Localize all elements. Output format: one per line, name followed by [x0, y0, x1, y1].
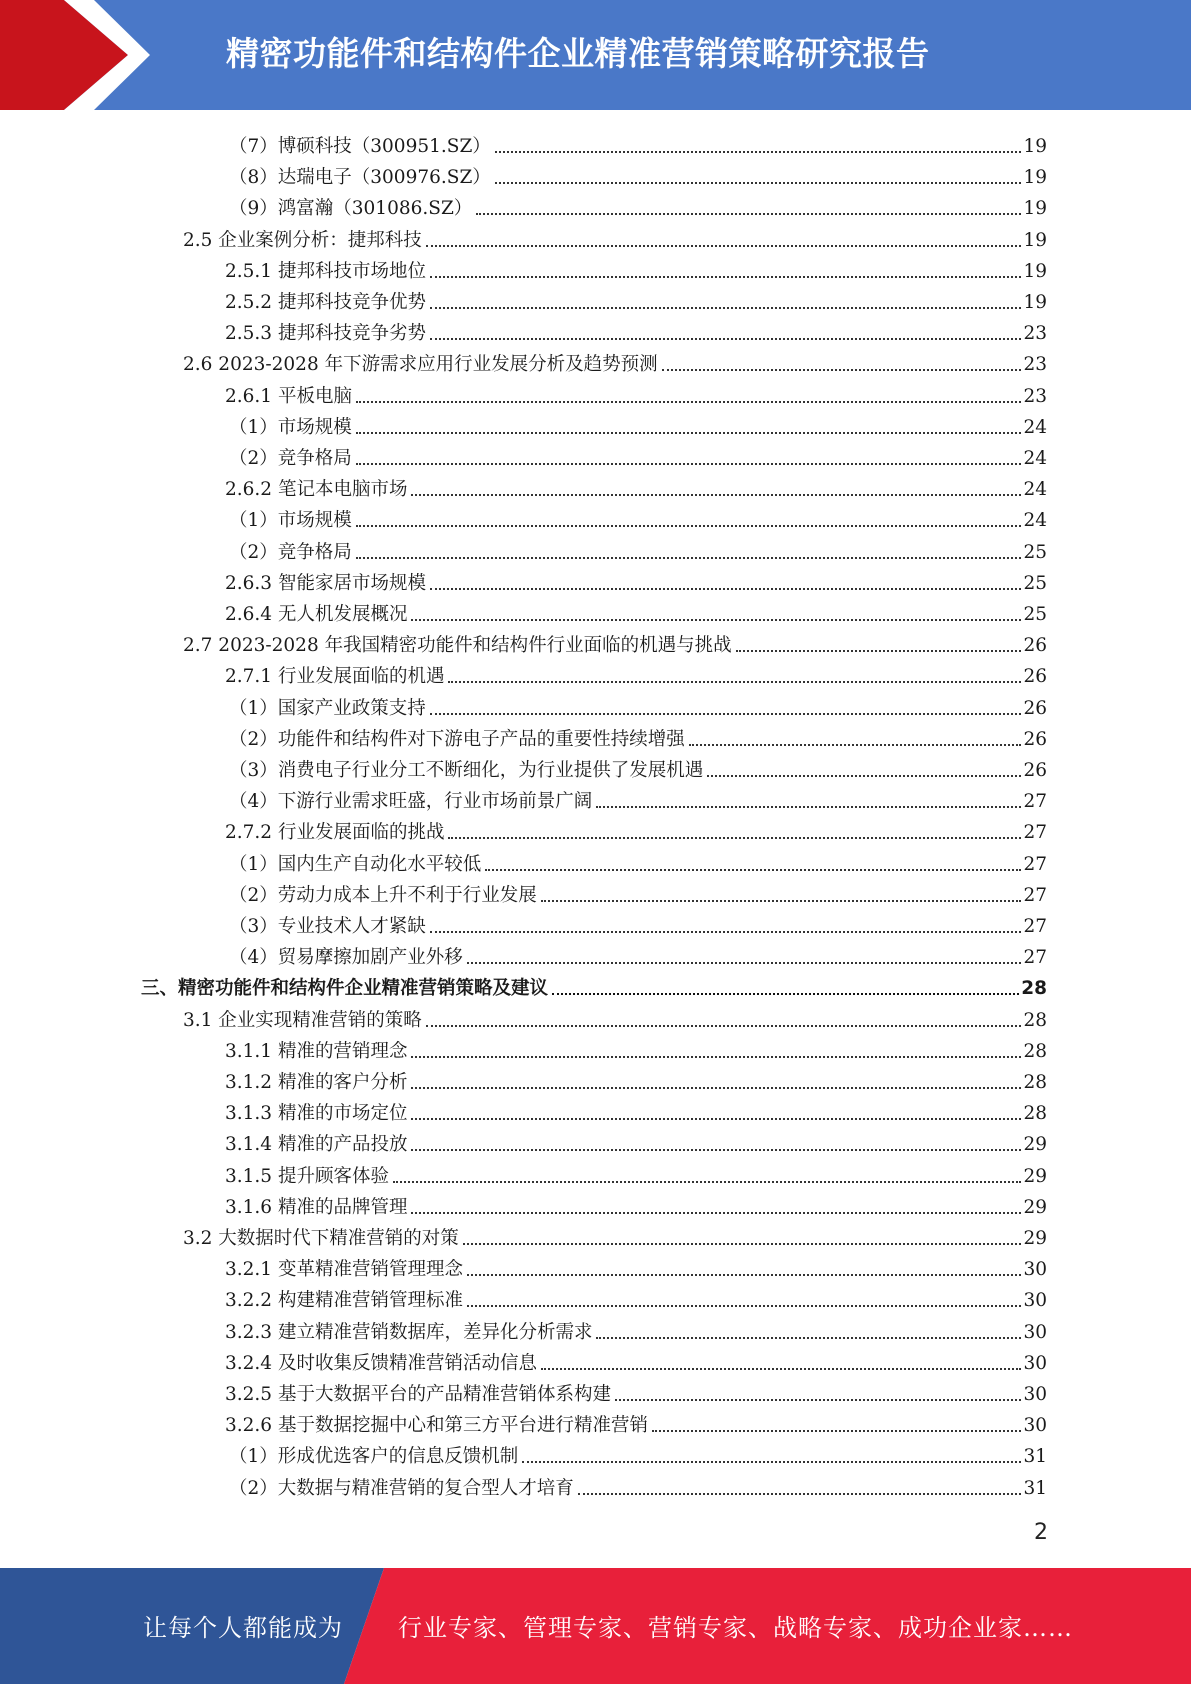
footer-slogan-right: 行业专家、管理专家、营销专家、战略专家、成功企业家……	[398, 1614, 1073, 1642]
toc-leader-dots	[541, 900, 1022, 902]
toc-entry[interactable]	[183, 1002, 1047, 1033]
toc-entry[interactable]	[183, 222, 1047, 253]
toc-leader-dots	[476, 213, 1021, 215]
toc-entry-page: 28	[1023, 1040, 1047, 1062]
toc-entry-label: 2.6.4 无人机发展概况	[225, 604, 408, 625]
toc-leader-dots	[467, 1274, 1021, 1276]
toc-entry-label: （2）功能件和结构件对下游电子产品的重要性持续增强	[229, 728, 685, 750]
toc-entry-label: （2）竞争格局	[229, 541, 352, 563]
toc-leader-dots	[411, 619, 1021, 621]
toc-entry-label: 3.1.5 提升顾客体验	[225, 1165, 389, 1187]
toc-entry-label: 3.1.6 精准的品牌管理	[225, 1196, 408, 1218]
toc-leader-dots	[356, 463, 1022, 465]
toc-entry[interactable]	[225, 1251, 1047, 1282]
toc-entry-page: 25	[1023, 572, 1047, 594]
toc-entry[interactable]	[183, 627, 1047, 658]
toc-leader-dots	[411, 1212, 1021, 1214]
toc-leader-dots	[430, 338, 1021, 340]
toc-entry[interactable]	[225, 1189, 1047, 1220]
toc-entry-label: 2.6.3 智能家居市场规模	[225, 572, 426, 594]
report-title: 精密功能件和结构件企业精准营销策略研究报告	[226, 34, 930, 73]
toc-entry-label: （3）专业技术人才紧缺	[229, 916, 426, 937]
toc-entry-label: 3.2.1 变革精准营销管理理念	[225, 1259, 463, 1281]
toc-entry-page: 24	[1023, 510, 1047, 532]
toc-entry[interactable]	[225, 814, 1047, 845]
toc-entry[interactable]	[229, 1470, 1047, 1501]
toc-leader-dots	[393, 1181, 1021, 1183]
toc-entry-label: 3.1.3 精准的市场定位	[225, 1103, 408, 1125]
toc-entry-page: 19	[1023, 292, 1047, 313]
toc-entry-label: 2.6.2 笔记本电脑市场	[225, 479, 408, 501]
toc-entry-page: 19	[1023, 260, 1047, 282]
toc-entry-page: 30	[1023, 1321, 1047, 1343]
toc-entry[interactable]	[141, 970, 1047, 1001]
toc-entry-page: 31	[1023, 1446, 1047, 1468]
toc-entry-page: 23	[1023, 323, 1047, 345]
toc-entry-label: 3.2.4 及时收集反馈精准营销活动信息	[225, 1352, 537, 1374]
toc-entry[interactable]	[229, 721, 1047, 752]
toc-entry-label: 2.5.1 捷邦科技市场地位	[225, 260, 426, 282]
toc-leader-dots	[662, 369, 1022, 371]
toc-entry-label: （8）达瑞电子（300976.SZ）	[229, 167, 491, 189]
toc-entry-page: 30	[1023, 1384, 1047, 1405]
toc-leader-dots	[596, 1337, 1021, 1339]
toc-entry-page: 27	[1023, 791, 1047, 813]
toc-entry[interactable]	[225, 315, 1047, 346]
toc-entry-page: 24	[1023, 448, 1047, 469]
toc-entry-label: （2）大数据与精准营销的复合型人才培育	[229, 1477, 574, 1499]
toc-entry-page: 28	[1023, 1103, 1047, 1125]
toc-entry-page: 23	[1023, 354, 1047, 376]
toc-entry-label: 2.7.2 行业发展面临的挑战	[225, 822, 445, 844]
toc-entry[interactable]	[225, 596, 1047, 627]
toc-entry-page: 27	[1023, 947, 1047, 969]
toc-entry-page: 25	[1023, 541, 1047, 563]
toc-entry-page: 26	[1023, 666, 1047, 688]
toc-entry[interactable]	[229, 159, 1047, 190]
toc-entry[interactable]	[225, 1282, 1047, 1313]
toc-entry[interactable]	[229, 409, 1047, 440]
toc-entry-page: 31	[1023, 1477, 1047, 1499]
toc-entry-page: 30	[1023, 1290, 1047, 1312]
toc-leader-dots	[411, 1087, 1021, 1089]
toc-leader-dots	[552, 993, 1019, 995]
toc-entry-page: 27	[1023, 853, 1047, 875]
toc-entry-page: 28	[1023, 1072, 1047, 1093]
toc-leader-dots	[430, 931, 1022, 933]
toc-entry-label: 2.5.3 捷邦科技竞争劣势	[225, 323, 426, 345]
toc-entry-label: 3.1.4 精准的产品投放	[225, 1134, 408, 1156]
toc-leader-dots	[430, 588, 1021, 590]
toc-entry-page: 30	[1023, 1415, 1047, 1437]
toc-entry-label: （1）市场规模	[229, 510, 352, 532]
toc-entry-label: 3.2.5 基于大数据平台的产品精准营销体系构建	[225, 1384, 611, 1405]
toc-entry-page: 30	[1023, 1259, 1047, 1281]
toc-entry-label: 3.2.3 建立精准营销数据库，差异化分析需求	[225, 1321, 593, 1343]
toc-entry-label: （2）劳动力成本上升不利于行业发展	[229, 884, 537, 906]
toc-entry-label: 2.6 2023-2028 年下游需求应用行业发展分析及趋势预测	[183, 354, 658, 376]
toc-entry-label: （1）国内生产自动化水平较低	[229, 853, 482, 875]
toc-entry-page: 23	[1023, 385, 1047, 407]
toc-leader-dots	[426, 245, 1022, 247]
toc-entry-page: 26	[1023, 728, 1047, 750]
toc-entry-label: 3.1.2 精准的客户分析	[225, 1072, 408, 1093]
toc-leader-dots	[736, 650, 1022, 652]
toc-entry[interactable]	[225, 284, 1047, 315]
toc-entry[interactable]	[229, 534, 1047, 565]
toc-entry[interactable]	[229, 502, 1047, 533]
toc-entry-label: 三、精密功能件和结构件企业精准营销策略及建议	[141, 978, 549, 1000]
toc-entry-page: 26	[1023, 760, 1047, 781]
toc-entry[interactable]	[225, 1126, 1047, 1157]
toc-entry-page: 24	[1023, 479, 1047, 501]
toc-entry-label: （7）博硕科技（300951.SZ）	[229, 136, 491, 157]
toc-entry-page: 29	[1023, 1228, 1047, 1249]
toc-entry[interactable]	[225, 1376, 1047, 1407]
toc-entry-page: 26	[1023, 635, 1047, 657]
toc-entry[interactable]	[225, 378, 1047, 409]
toc-leader-dots	[522, 1461, 1021, 1463]
toc-entry[interactable]	[225, 1314, 1047, 1345]
toc-entry-label: 2.6.1 平板电脑	[225, 385, 352, 407]
toc-entry[interactable]	[229, 939, 1047, 970]
toc-entry-label: （3）消费电子行业分工不断细化，为行业提供了发展机遇	[229, 760, 704, 781]
toc-entry-page: 19	[1023, 167, 1047, 189]
toc-entry-label: （1）市场规模	[229, 416, 352, 438]
toc-leader-dots	[411, 1118, 1021, 1120]
toc-entry-label: 2.7 2023-2028 年我国精密功能件和结构件行业面临的机遇与挑战	[183, 635, 732, 657]
toc-leader-dots	[495, 182, 1022, 184]
toc-entry[interactable]	[225, 658, 1047, 689]
toc-entry[interactable]	[229, 690, 1047, 721]
toc-entry[interactable]	[229, 128, 1047, 159]
toc-leader-dots	[485, 869, 1021, 871]
toc-entry-page: 29	[1023, 1196, 1047, 1218]
toc-entry[interactable]	[229, 783, 1047, 814]
toc-entry[interactable]	[225, 1158, 1047, 1189]
toc-entry-label: （4）贸易摩擦加剧产业外移	[229, 947, 463, 969]
footer-banner	[0, 1568, 1191, 1684]
toc-entry-page: 19	[1023, 229, 1047, 251]
toc-leader-dots	[430, 713, 1022, 715]
toc-entry-page: 29	[1023, 1165, 1047, 1187]
toc-leader-dots	[430, 276, 1021, 278]
toc-entry[interactable]	[229, 877, 1047, 908]
toc-entry[interactable]	[183, 346, 1047, 377]
toc-leader-dots	[411, 1056, 1021, 1058]
report-header	[0, 0, 1191, 110]
toc-entry-label: （2）竞争格局	[229, 448, 352, 469]
toc-entry[interactable]	[225, 1064, 1047, 1095]
toc-entry[interactable]	[225, 471, 1047, 502]
page-number: 2	[1034, 1520, 1048, 1545]
toc-leader-dots	[596, 806, 1021, 808]
toc-entry[interactable]	[229, 752, 1047, 783]
toc-entry-page: 26	[1023, 697, 1047, 719]
toc-leader-dots	[615, 1399, 1021, 1401]
toc-leader-dots	[411, 1149, 1021, 1151]
toc-entry[interactable]	[225, 1095, 1047, 1126]
footer-slogan-left: 让每个人都能成为	[143, 1614, 343, 1642]
toc-entry-page: 19	[1023, 136, 1047, 157]
toc-entry-label: 2.5 企业案例分析：捷邦科技	[183, 229, 422, 251]
toc-entry-label: （1）国家产业政策支持	[229, 697, 426, 719]
toc-leader-dots	[467, 962, 1022, 964]
toc-entry[interactable]	[229, 190, 1047, 221]
toc-leader-dots	[541, 1368, 1021, 1370]
toc-entry-label: 3.2.6 基于数据挖掘中心和第三方平台进行精准营销	[225, 1415, 648, 1437]
toc-leader-dots	[467, 1305, 1021, 1307]
toc-entry[interactable]	[225, 565, 1047, 596]
toc-entry[interactable]	[229, 846, 1047, 877]
toc-entry[interactable]	[225, 1407, 1047, 1438]
toc-leader-dots	[495, 151, 1022, 153]
toc-entry-label: （9）鸿富瀚（301086.SZ）	[229, 198, 473, 220]
toc-leader-dots	[578, 1493, 1022, 1495]
toc-entry-page: 24	[1023, 416, 1047, 438]
toc-entry-label: 2.7.1 行业发展面临的机遇	[225, 666, 445, 688]
toc-leader-dots	[652, 1430, 1021, 1432]
toc-entry-label: 2.5.2 捷邦科技竞争优势	[225, 292, 426, 313]
toc-entry-page: 27	[1023, 916, 1047, 937]
toc-entry-page: 30	[1023, 1352, 1047, 1374]
toc-entry[interactable]	[229, 908, 1047, 939]
toc-entry-label: （4）下游行业需求旺盛，行业市场前景广阔	[229, 791, 593, 813]
toc-leader-dots	[430, 307, 1021, 309]
toc-leader-dots	[463, 1243, 1022, 1245]
toc-entry-page: 27	[1023, 884, 1047, 906]
toc-entry-label: 3.2.2 构建精准营销管理标准	[225, 1290, 463, 1312]
toc-entry-label: （1）形成优选客户的信息反馈机制	[229, 1446, 519, 1468]
toc-entry-page: 28	[1021, 978, 1047, 1000]
toc-leader-dots	[356, 525, 1022, 527]
toc-leader-dots	[426, 1025, 1022, 1027]
toc-entry-page: 25	[1023, 604, 1047, 625]
toc-leader-dots	[448, 681, 1021, 683]
toc-entry[interactable]	[229, 440, 1047, 471]
toc-entry[interactable]	[225, 253, 1047, 284]
toc-entry-page: 28	[1023, 1009, 1047, 1031]
toc-leader-dots	[707, 775, 1021, 777]
toc-leader-dots	[689, 744, 1022, 746]
toc-leader-dots	[411, 494, 1021, 496]
toc-entry-page: 19	[1023, 198, 1047, 220]
toc-entry[interactable]	[183, 1220, 1047, 1251]
toc-leader-dots	[356, 432, 1022, 434]
toc-entry-label: 3.1.1 精准的营销理念	[225, 1040, 408, 1062]
toc-entry-label: 3.1 企业实现精准营销的策略	[183, 1009, 422, 1031]
toc-entry-page: 27	[1023, 822, 1047, 844]
toc-entry[interactable]	[225, 1033, 1047, 1064]
toc-entry[interactable]	[229, 1438, 1047, 1469]
toc-leader-dots	[448, 837, 1021, 839]
toc-leader-dots	[356, 557, 1022, 559]
toc-entry-label: 3.2 大数据时代下精准营销的对策	[183, 1228, 459, 1249]
toc-entry[interactable]	[225, 1345, 1047, 1376]
toc-leader-dots	[356, 401, 1022, 403]
toc-entry-page: 29	[1023, 1134, 1047, 1156]
